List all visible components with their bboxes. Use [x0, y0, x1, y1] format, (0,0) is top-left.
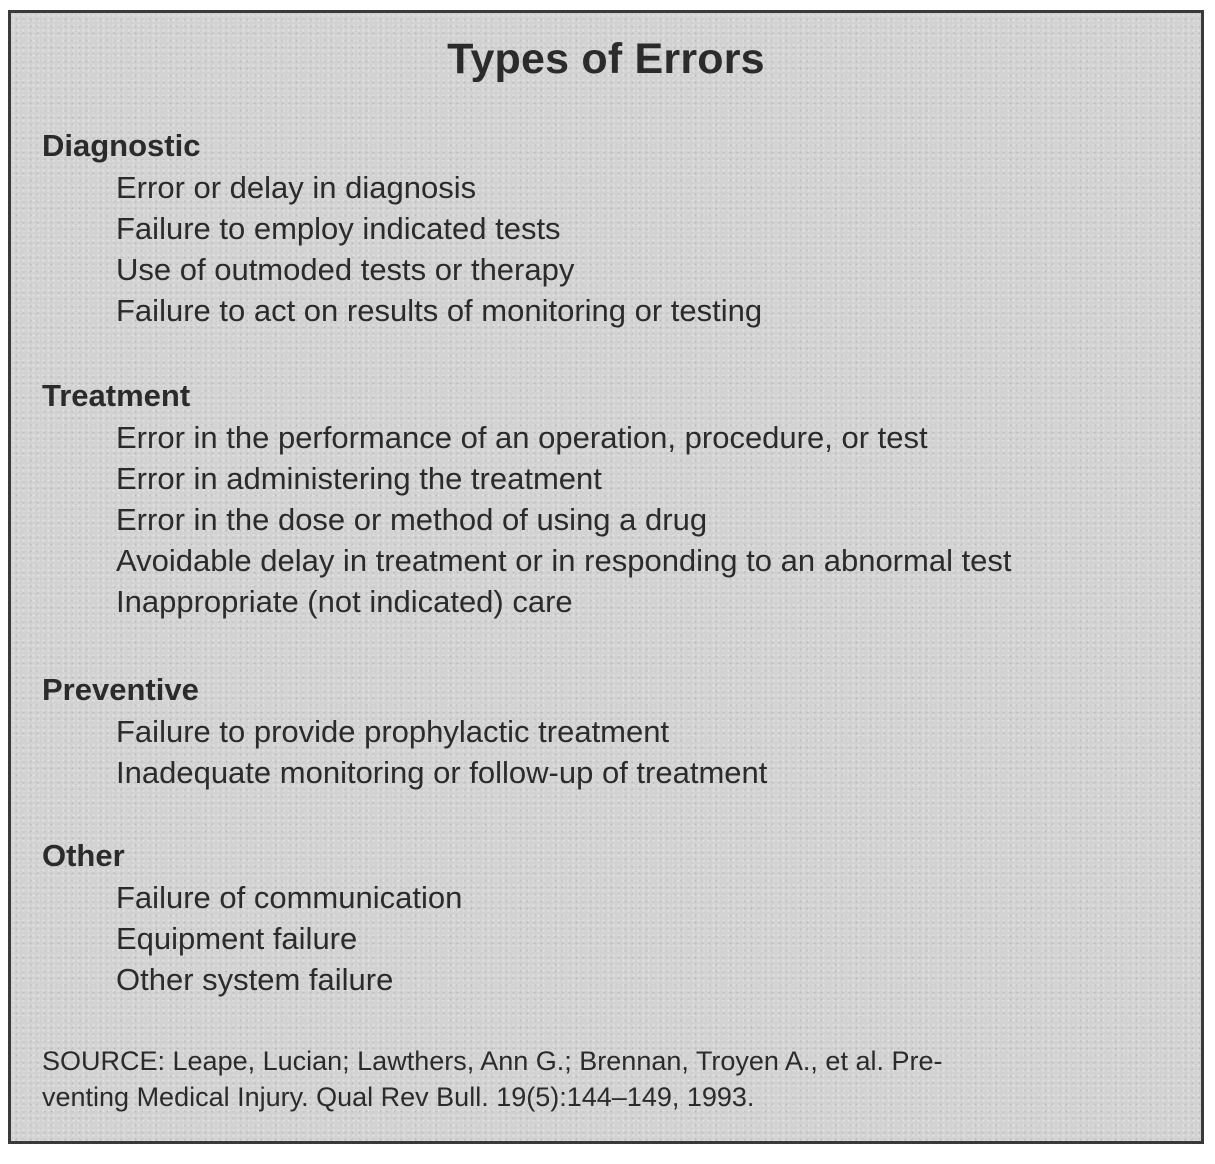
section-treatment: [42, 375, 1012, 622]
source-line-2: venting Medical Injury. Qual Rev Bull. 19(5):144–149, 1993.: [42, 1082, 755, 1112]
page-title: Types of Errors: [447, 35, 765, 83]
list-item: Inadequate monitoring or follow-up of treatment: [116, 755, 768, 790]
section-diagnostic: [42, 125, 762, 331]
list-item: Inappropriate (not indicated) care: [116, 584, 573, 619]
section-heading-preventive: Preventive: [42, 672, 199, 707]
list-item: Error in administering the treatment: [116, 461, 602, 496]
types-of-errors-box: [8, 10, 1204, 1144]
section-preventive: [42, 669, 767, 793]
list-item: Error or delay in diagnosis: [116, 170, 477, 205]
source-citation: [42, 1043, 1162, 1115]
list-item: Avoidable delay in treatment or in responding to an abnormal test: [116, 543, 1012, 578]
list-item: Failure to employ indicated tests: [116, 211, 561, 246]
list-item: Failure to act on results of monitoring or testing: [116, 293, 763, 328]
list-item: Use of outmoded tests or therapy: [116, 252, 575, 287]
section-heading-other: Other: [42, 838, 125, 873]
section-heading-treatment: Treatment: [42, 378, 191, 413]
section-other: [42, 835, 462, 1000]
section-heading-diagnostic: Diagnostic: [42, 128, 201, 163]
list-item: Other system failure: [116, 962, 394, 997]
list-item: Error in the performance of an operation, procedure, or test: [116, 420, 928, 455]
list-item: Failure to provide prophylactic treatment: [116, 714, 670, 749]
list-item: Error in the dose or method of using a drug: [116, 502, 708, 537]
source-line-1: SOURCE: Leape, Lucian; Lawthers, Ann G.; Brennan, Troyen A., et al. Pre-: [42, 1046, 943, 1076]
list-item: Failure of communication: [116, 880, 463, 915]
list-item: Equipment failure: [116, 921, 358, 956]
